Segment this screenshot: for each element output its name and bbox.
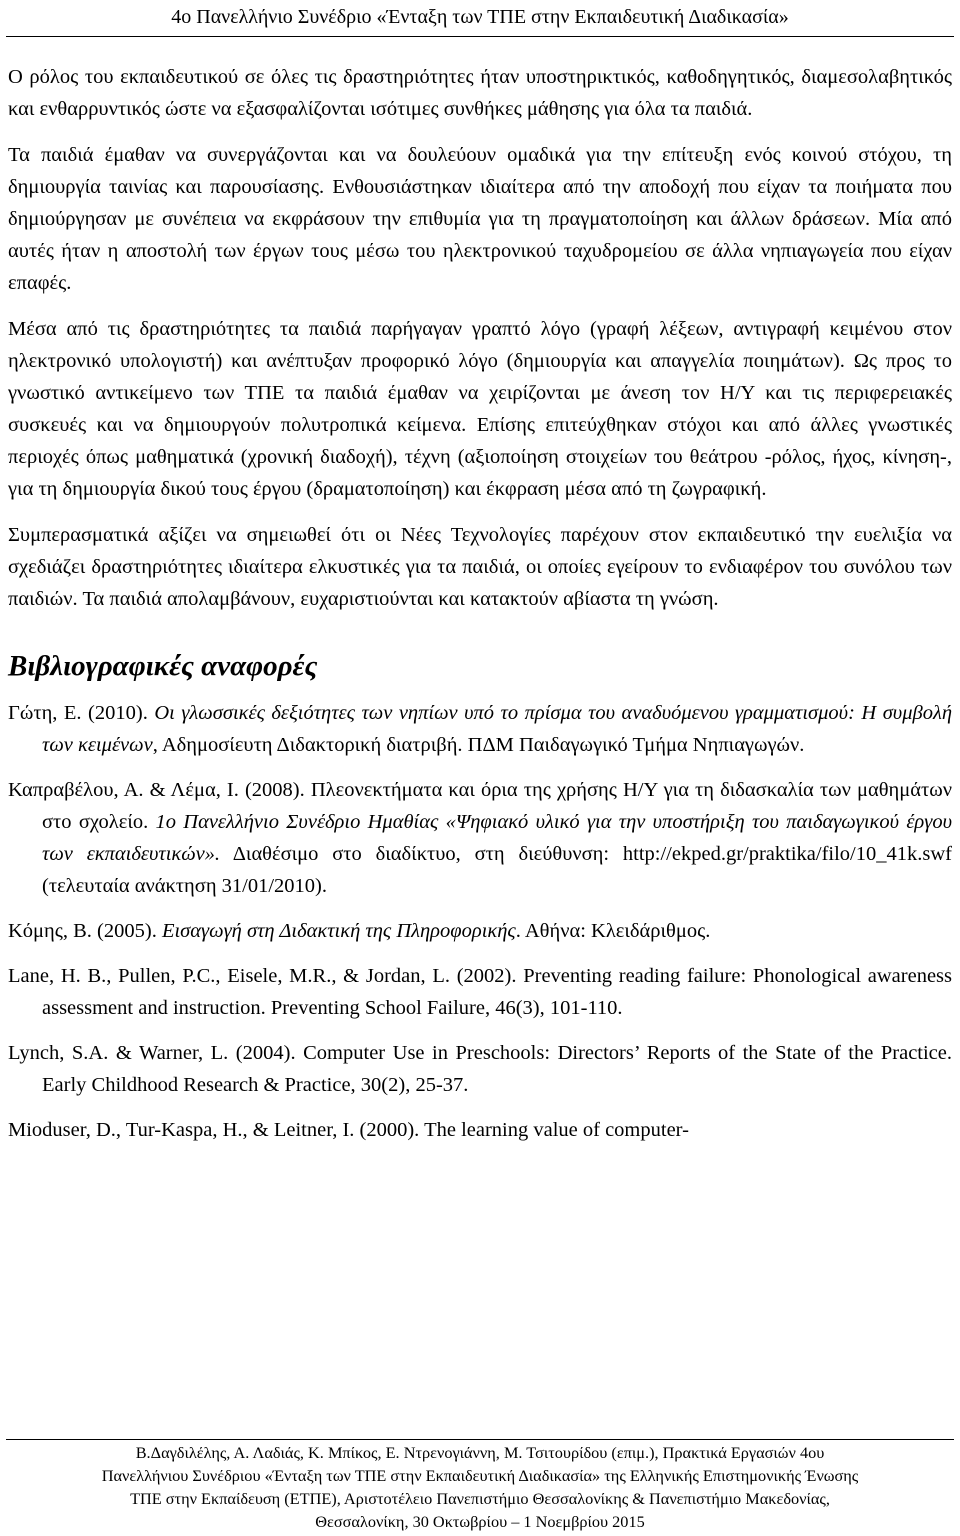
reference-item	[8, 915, 952, 947]
reference-item	[8, 1114, 952, 1146]
text-run: Συμπερασματικά αξίζει να σημειωθεί ότι οι Νέες Τεχνολογίες παρέχουν στον εκπαιδευτικό την ευελιξία να σχεδιάζει δραστηριότητες ιδιαίτερα ελκυστικές για τα παιδιά, οι οποίες εγείρουν το ενδιαφέρον του συνόλου των παιδιών.	[8, 524, 952, 610]
reference-title: Οι γλωσσικές δεξιότητες των νηπίων υπό το πρίσμα του αναδυόμενου γραμματισμού: Η συμβολή των κειμένων	[42, 702, 953, 756]
text-run: Τα παιδιά έμαθαν να συνεργάζονται και να δουλεύουν ομαδικά για την επίτευξη ενός κοινού στόχου, τη δημιουργία ταινίας και παρουσίασης.	[8, 144, 952, 198]
reference-rest: Computer Use in Preschools: Directors’ Reports of the State of the Practice. Early Childhood Research & Practice, 30(2), 25-37.	[42, 1042, 953, 1096]
reference-rest: , Αδημοσίευτη Διδακτορική διατριβή. ΠΔΜ Παιδαγωγικό Τμήμα Νηπιαγωγών.	[152, 734, 805, 756]
reference-author: Lane, H. B., Pullen, P.C., Eisele, M.R., & Jordan, L. (2002).	[8, 965, 517, 987]
footer-line: ΤΠΕ στην Εκπαίδευση (ΕΤΠΕ), Αριστοτέλειο Πανεπιστήμιο Θεσσαλονίκης & Πανεπιστήμιο Μακεδονίας,	[130, 1489, 830, 1508]
running-header	[0, 4, 960, 30]
reference-rest: The learning value of computer-	[419, 1119, 689, 1141]
footer-line: Πανελλήνιου Συνέδριου «Ένταξη των ΤΠΕ στην Εκπαιδευτική Διαδικασία» της Ελληνικής Επιστημονικής Ένωσης	[101, 1466, 859, 1485]
references-heading: Βιβλιογραφικές αναφορές	[8, 650, 318, 682]
footer-line: Β.Δαγδιλέλης, Α. Λαδιάς, Κ. Μπίκος, Ε. Ντρενογιάννη, Μ. Τσιτουρίδου (επιμ.), Πρακτικά Εργασιών 4ου	[135, 1443, 825, 1462]
text-run: Μέσα από τις δραστηριότητες τα παιδιά παρήγαγαν γραπτό λόγο (γραφή λέξεων, αντιγραφή κειμένου στον ηλεκτρονικό υπολογιστή) και ανέπτυξαν προφορικό λόγο (δημιουργία και απαγγελία ποιημάτων).	[8, 318, 952, 372]
reference-item	[8, 697, 952, 761]
text-run: Ο ρόλος του εκπαιδευτικού σε όλες τις δραστηριότητες ήταν υποστηρικτικός, καθοδηγητικός, διαμεσολαβητικός και ενθαρρυντικός ώστε να εξασφαλίζονται ισότιμες συνθήκες μάθησης για όλα τα παιδιά.	[8, 66, 952, 120]
reference-title: 1ο Πανελλήνιο Συνέδριο Ημαθίας «Ψηφιακό υλικό για την υποστήριξη του παιδαγωγικού έργου των εκπαιδευτικών».	[42, 811, 952, 865]
reference-item	[8, 774, 952, 902]
reference-author: Mioduser, D., Tur-Kaspa, H., & Leitner, I. (2000).	[8, 1119, 420, 1141]
reference-rest: Preventing reading failure: Phonological awareness assessment and instruction. Preventing School Failure, 46(3), 101-110.	[42, 965, 952, 1019]
reference-rest: . Αθήνα: Κλειδάριθμος.	[515, 920, 711, 942]
references-list	[8, 697, 952, 1146]
footer-rule	[6, 1439, 954, 1440]
reference-item	[8, 1037, 952, 1101]
text-run: Τα παιδιά απολαμβάνουν, ευχαριστιούνται και κατακτούν αβίαστα τη γνώση.	[82, 588, 719, 610]
body-paragraph-collaboration	[8, 139, 952, 299]
body-paragraph-teacher-role	[8, 61, 952, 125]
header-rule	[6, 36, 954, 37]
text-run: Ως προς το γνωστικό αντικείμενο των ΤΠΕ τα παιδιά έμαθαν να χειρίζονται με άνεση τον Η/Υ και τις περιφερειακές συσκευές και να δημιουργούν πολυτροπικά κείμενα.	[8, 350, 953, 436]
running-header-title: 4ο Πανελλήνιο Συνέδριο «Ένταξη των ΤΠΕ στην Εκπαιδευτική Διαδικασία»	[171, 6, 789, 28]
reference-title: Εισαγωγή στη Διδακτική της Πληροφορικής	[161, 920, 516, 942]
reference-author: Lynch, S.A. & Warner, L. (2004).	[8, 1042, 296, 1064]
page-footer	[0, 1441, 960, 1533]
reference-author: Κόμης, Β. (2005).	[8, 920, 157, 942]
body-paragraph-conclusion	[8, 519, 952, 615]
page-content	[8, 61, 952, 1159]
text-run: Επίσης επιτεύχθηκαν στόχοι και από άλλες γνωστικές περιοχές όπως μαθηματικά (χρονική διαδοχή), τέχνη (αξιοποίηση στοιχείων του θεάτρου -ρόλος, ήχος, κίνηση-, για τη δημιουργία δικού τους έργου (δραματοποίηση) και έκφραση μέσα από τη ζωγραφική.	[8, 414, 952, 500]
text-run: Μία από αυτές ήταν η αποστολή των έργων τους μέσω του ηλεκτρονικού ταχυδρομείου σε άλλα νηπιαγωγεία που είχαν επαφές.	[8, 208, 952, 294]
reference-rest: Διαθέσιμο στο διαδίκτυο, στη διεύθυνση: http://ekped.gr/praktika/filo/10_41k.swf (τελευταία ανάκτηση 31/01/2010).	[42, 843, 952, 897]
text-run: Ενθουσιάστηκαν ιδιαίτερα από την αποδοχή που είχαν τα ποιήματα που δημιούργησαν με συνέπεια να εκφράσουν την επιθυμία για τη πραγματοποίηση και άλλων δράσεων.	[8, 176, 952, 230]
reference-author: Γώτη, Ε. (2010).	[8, 702, 148, 724]
reference-item	[8, 960, 952, 1024]
footer-line: Θεσσαλονίκη, 30 Οκτωβρίου – 1 Νοεμβρίου 2015	[315, 1512, 645, 1531]
reference-author: Καπραβέλου, Α. & Λέμα, Ι. (2008).	[8, 779, 305, 801]
reference-pre: Πλεονεκτήματα και όρια της χρήσης Η/Υ για τη διδασκαλία των μαθημάτων στο σχολείο.	[42, 779, 952, 833]
body-paragraph-outcomes	[8, 313, 952, 505]
